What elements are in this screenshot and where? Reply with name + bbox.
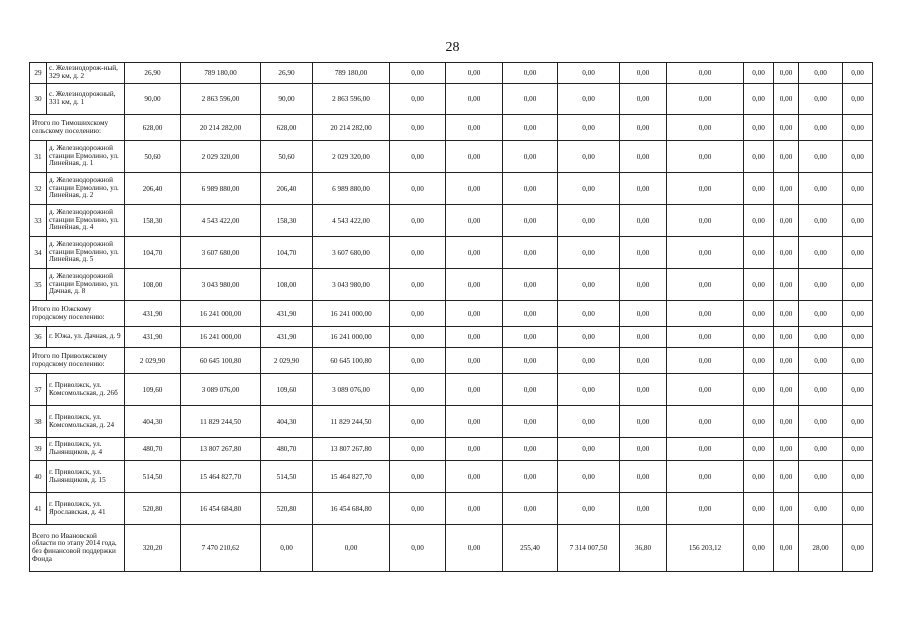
cell-area-6: 0,00 — [799, 63, 843, 84]
cell-area-5: 0,00 — [744, 269, 774, 301]
cell-cost-total: 15 464 827,70 — [181, 461, 261, 493]
table-row-30 — [30, 84, 873, 115]
cell-area-4: 0,00 — [620, 237, 667, 269]
cell-area-3: 0,00 — [503, 84, 558, 115]
cell-cost-4: 0,00 — [667, 269, 744, 301]
cell-area-total: 480,70 — [125, 438, 181, 461]
cell-cost-3: 0,00 — [558, 269, 620, 301]
cell-cost-1: 60 645 100,80 — [313, 348, 390, 374]
cell-cost-1: 2 863 596,00 — [313, 84, 390, 115]
cell-area-3: 0,00 — [503, 374, 558, 406]
cell-area-2: 0,00 — [390, 141, 446, 173]
cell-area-4: 0,00 — [620, 438, 667, 461]
cell-area-4: 0,00 — [620, 141, 667, 173]
cell-area-6: 0,00 — [799, 374, 843, 406]
cell-area-5: 0,00 — [744, 173, 774, 205]
cell-cost-1: 11 829 244,50 — [313, 406, 390, 438]
cell-cost-3: 7 314 007,50 — [558, 525, 620, 572]
cell-area-6: 0,00 — [799, 141, 843, 173]
cell-cost-4: 0,00 — [667, 141, 744, 173]
page-number: 28 — [445, 40, 460, 55]
cell-area-6: 0,00 — [799, 269, 843, 301]
table-row-total-privolzhsk — [30, 348, 873, 374]
cell-cost-6: 0,00 — [843, 173, 873, 205]
cell-area-2: 0,00 — [390, 461, 446, 493]
cell-area-3: 0,00 — [503, 237, 558, 269]
cell-area-3: 255,40 — [503, 525, 558, 572]
cell-cost-5: 0,00 — [774, 237, 799, 269]
cell-cost-1: 3 089 076,00 — [313, 374, 390, 406]
cell-cost-total: 3 089 076,00 — [181, 374, 261, 406]
cell-area-2: 0,00 — [390, 301, 446, 327]
cell-area-6: 0,00 — [799, 461, 843, 493]
cell-cost-4: 0,00 — [667, 461, 744, 493]
cell-area-2: 0,00 — [390, 493, 446, 525]
cell-area-1: 90,00 — [261, 84, 313, 115]
cell-cost-5: 0,00 — [774, 327, 799, 348]
cell-area-total: 26,90 — [125, 63, 181, 84]
cell-area-5: 0,00 — [744, 406, 774, 438]
cell-cost-total: 7 470 210,62 — [181, 525, 261, 572]
cell-cost-4: 0,00 — [667, 237, 744, 269]
cell-area-5: 0,00 — [744, 493, 774, 525]
cell-cost-2: 0,00 — [446, 493, 503, 525]
cell-cost-total: 16 241 000,00 — [181, 327, 261, 348]
cell-area-5: 0,00 — [744, 301, 774, 327]
cell-cost-2: 0,00 — [446, 301, 503, 327]
cell-area-total: 90,00 — [125, 84, 181, 115]
cell-cost-1: 20 214 282,00 — [313, 115, 390, 141]
cell-area-6: 0,00 — [799, 301, 843, 327]
cell-area-5: 0,00 — [744, 461, 774, 493]
cell-area-total: 109,60 — [125, 374, 181, 406]
table-row-31 — [30, 141, 873, 173]
cell-area-2: 0,00 — [390, 374, 446, 406]
row-number: 38 — [30, 406, 47, 438]
cell-area-5: 0,00 — [744, 84, 774, 115]
row-number: 31 — [30, 141, 47, 173]
cell-cost-1: 16 241 000,00 — [313, 327, 390, 348]
cell-cost-3: 0,00 — [558, 205, 620, 237]
cell-cost-total: 16 241 000,00 — [181, 301, 261, 327]
row-address: г. Приволжск, ул. Ярославская, д. 41 — [47, 493, 125, 525]
cell-cost-6: 0,00 — [843, 115, 873, 141]
cell-cost-1: 16 454 684,80 — [313, 493, 390, 525]
cell-area-5: 0,00 — [744, 327, 774, 348]
cell-area-3: 0,00 — [503, 493, 558, 525]
cell-cost-2: 0,00 — [446, 237, 503, 269]
cell-cost-6: 0,00 — [843, 63, 873, 84]
cell-cost-3: 0,00 — [558, 348, 620, 374]
cell-cost-total: 16 454 684,80 — [181, 493, 261, 525]
cell-area-4: 0,00 — [620, 269, 667, 301]
cell-cost-4: 0,00 — [667, 438, 744, 461]
cell-cost-3: 0,00 — [558, 461, 620, 493]
cell-cost-2: 0,00 — [446, 461, 503, 493]
row-address: г. Приволжск, ул. Комсомольская, д. 26б — [47, 374, 125, 406]
cell-cost-6: 0,00 — [843, 374, 873, 406]
cell-area-4: 0,00 — [620, 348, 667, 374]
row-number: 39 — [30, 438, 47, 461]
cell-cost-4: 0,00 — [667, 173, 744, 205]
row-number: 36 — [30, 327, 47, 348]
row-number: 30 — [30, 84, 47, 115]
cell-area-3: 0,00 — [503, 461, 558, 493]
cell-area-6: 28,00 — [799, 525, 843, 572]
cell-area-1: 480,70 — [261, 438, 313, 461]
cell-area-1: 104,70 — [261, 237, 313, 269]
cell-area-4: 0,00 — [620, 205, 667, 237]
cell-cost-4: 0,00 — [667, 84, 744, 115]
cell-cost-1: 15 464 827,70 — [313, 461, 390, 493]
row-address: с. Железнодорожный, 331 км, д. 1 — [47, 84, 125, 115]
cell-cost-3: 0,00 — [558, 327, 620, 348]
cell-area-6: 0,00 — [799, 327, 843, 348]
row-address: с. Железнодорож-ный, 329 км, д. 2 — [47, 63, 125, 84]
cell-cost-total: 13 807 267,80 — [181, 438, 261, 461]
cell-cost-total: 60 645 100,80 — [181, 348, 261, 374]
cell-cost-3: 0,00 — [558, 301, 620, 327]
cell-area-4: 0,00 — [620, 461, 667, 493]
cell-cost-5: 0,00 — [774, 438, 799, 461]
cell-cost-3: 0,00 — [558, 141, 620, 173]
cell-area-6: 0,00 — [799, 205, 843, 237]
report-table — [29, 62, 873, 572]
cell-area-4: 0,00 — [620, 374, 667, 406]
cell-area-1: 206,40 — [261, 173, 313, 205]
cell-area-6: 0,00 — [799, 173, 843, 205]
table-row-total-timoshikha — [30, 115, 873, 141]
cell-cost-total: 3 607 680,00 — [181, 237, 261, 269]
cell-area-6: 0,00 — [799, 348, 843, 374]
cell-area-1: 514,50 — [261, 461, 313, 493]
cell-area-4: 0,00 — [620, 84, 667, 115]
cell-area-total: 520,80 — [125, 493, 181, 525]
cell-area-3: 0,00 — [503, 63, 558, 84]
cell-area-total: 108,00 — [125, 269, 181, 301]
cell-cost-5: 0,00 — [774, 63, 799, 84]
cell-area-total: 104,70 — [125, 237, 181, 269]
row-number: 40 — [30, 461, 47, 493]
cell-cost-4: 156 203,12 — [667, 525, 744, 572]
row-address: г. Южа, ул. Дачная, д. 9 — [47, 327, 125, 348]
cell-cost-2: 0,00 — [446, 115, 503, 141]
cell-area-1: 520,80 — [261, 493, 313, 525]
cell-cost-5: 0,00 — [774, 141, 799, 173]
cell-area-5: 0,00 — [744, 63, 774, 84]
cell-cost-3: 0,00 — [558, 406, 620, 438]
row-number: 32 — [30, 173, 47, 205]
cell-cost-6: 0,00 — [843, 205, 873, 237]
cell-area-4: 0,00 — [620, 63, 667, 84]
cell-area-2: 0,00 — [390, 406, 446, 438]
cell-cost-6: 0,00 — [843, 269, 873, 301]
cell-area-2: 0,00 — [390, 173, 446, 205]
row-address: д. Железнодорожной станции Ермолино, ул. Дачная, д. 8 — [47, 269, 125, 301]
cell-area-3: 0,00 — [503, 269, 558, 301]
cell-cost-4: 0,00 — [667, 301, 744, 327]
cell-area-total: 320,20 — [125, 525, 181, 572]
cell-area-2: 0,00 — [390, 348, 446, 374]
row-address: г. Приволжск, ул. Комсомольская, д. 24 — [47, 406, 125, 438]
cell-area-3: 0,00 — [503, 115, 558, 141]
cell-area-2: 0,00 — [390, 269, 446, 301]
cell-area-4: 36,80 — [620, 525, 667, 572]
cell-cost-5: 0,00 — [774, 461, 799, 493]
cell-area-4: 0,00 — [620, 173, 667, 205]
cell-cost-2: 0,00 — [446, 63, 503, 84]
cell-cost-3: 0,00 — [558, 374, 620, 406]
cell-area-4: 0,00 — [620, 301, 667, 327]
cell-area-1: 431,90 — [261, 327, 313, 348]
cell-cost-5: 0,00 — [774, 493, 799, 525]
cell-area-3: 0,00 — [503, 173, 558, 205]
cell-cost-6: 0,00 — [843, 493, 873, 525]
cell-cost-1: 3 043 980,00 — [313, 269, 390, 301]
row-number: 41 — [30, 493, 47, 525]
cell-area-2: 0,00 — [390, 525, 446, 572]
cell-area-2: 0,00 — [390, 63, 446, 84]
cell-cost-1: 4 543 422,00 — [313, 205, 390, 237]
cell-cost-3: 0,00 — [558, 115, 620, 141]
cell-cost-3: 0,00 — [558, 493, 620, 525]
cell-cost-6: 0,00 — [843, 84, 873, 115]
cell-area-3: 0,00 — [503, 327, 558, 348]
cell-cost-6: 0,00 — [843, 327, 873, 348]
cell-cost-2: 0,00 — [446, 141, 503, 173]
cell-area-total: 514,50 — [125, 461, 181, 493]
cell-cost-5: 0,00 — [774, 173, 799, 205]
cell-area-2: 0,00 — [390, 327, 446, 348]
cell-cost-1: 0,00 — [313, 525, 390, 572]
row-address: д. Железнодорожной станции Ермолино, ул. Линейная, д. 1 — [47, 141, 125, 173]
row-address: г. Приволжск, ул. Льнянщиков, д. 15 — [47, 461, 125, 493]
cell-cost-4: 0,00 — [667, 374, 744, 406]
cell-cost-6: 0,00 — [843, 461, 873, 493]
cell-cost-2: 0,00 — [446, 406, 503, 438]
cell-cost-3: 0,00 — [558, 237, 620, 269]
table-body — [30, 63, 873, 572]
cell-cost-5: 0,00 — [774, 301, 799, 327]
cell-area-3: 0,00 — [503, 205, 558, 237]
cell-cost-6: 0,00 — [843, 301, 873, 327]
cell-cost-3: 0,00 — [558, 438, 620, 461]
cell-cost-5: 0,00 — [774, 406, 799, 438]
cell-area-total: 404,30 — [125, 406, 181, 438]
total-label: Всего по Ивановской области по этапу 2014 года, без финансовой поддержки Фонда — [30, 525, 125, 572]
cell-area-1: 628,00 — [261, 115, 313, 141]
cell-cost-1: 13 807 267,80 — [313, 438, 390, 461]
cell-area-5: 0,00 — [744, 205, 774, 237]
cell-area-total: 2 029,90 — [125, 348, 181, 374]
cell-cost-3: 0,00 — [558, 84, 620, 115]
row-address: д. Железнодорожной станции Ермолино, ул. Линейная, д. 4 — [47, 205, 125, 237]
row-number: 35 — [30, 269, 47, 301]
cell-area-2: 0,00 — [390, 115, 446, 141]
cell-cost-total: 3 043 980,00 — [181, 269, 261, 301]
cell-area-2: 0,00 — [390, 237, 446, 269]
cell-area-total: 50,60 — [125, 141, 181, 173]
cell-area-1: 2 029,90 — [261, 348, 313, 374]
cell-cost-total: 4 543 422,00 — [181, 205, 261, 237]
cell-cost-2: 0,00 — [446, 327, 503, 348]
cell-cost-4: 0,00 — [667, 115, 744, 141]
cell-area-total: 206,40 — [125, 173, 181, 205]
cell-cost-6: 0,00 — [843, 406, 873, 438]
cell-cost-5: 0,00 — [774, 269, 799, 301]
cell-cost-3: 0,00 — [558, 63, 620, 84]
cell-cost-2: 0,00 — [446, 348, 503, 374]
cell-cost-5: 0,00 — [774, 348, 799, 374]
cell-cost-4: 0,00 — [667, 493, 744, 525]
cell-area-1: 108,00 — [261, 269, 313, 301]
table-row-40 — [30, 461, 873, 493]
cell-cost-total: 2 863 596,00 — [181, 84, 261, 115]
cell-area-1: 109,60 — [261, 374, 313, 406]
cell-cost-total: 2 029 320,00 — [181, 141, 261, 173]
cell-cost-2: 0,00 — [446, 438, 503, 461]
cell-cost-4: 0,00 — [667, 327, 744, 348]
cell-area-5: 0,00 — [744, 115, 774, 141]
total-label: Итого по Приволжскому городскому поселению: — [30, 348, 125, 374]
cell-area-6: 0,00 — [799, 237, 843, 269]
cell-cost-6: 0,00 — [843, 438, 873, 461]
cell-area-1: 50,60 — [261, 141, 313, 173]
cell-cost-5: 0,00 — [774, 374, 799, 406]
cell-area-3: 0,00 — [503, 141, 558, 173]
cell-area-2: 0,00 — [390, 84, 446, 115]
cell-cost-6: 0,00 — [843, 237, 873, 269]
cell-cost-total: 20 214 282,00 — [181, 115, 261, 141]
cell-area-4: 0,00 — [620, 406, 667, 438]
cell-cost-5: 0,00 — [774, 84, 799, 115]
cell-cost-1: 3 607 680,00 — [313, 237, 390, 269]
cell-area-total: 431,90 — [125, 301, 181, 327]
cell-area-2: 0,00 — [390, 205, 446, 237]
cell-cost-2: 0,00 — [446, 173, 503, 205]
table-row-35 — [30, 269, 873, 301]
cell-cost-1: 16 241 000,00 — [313, 301, 390, 327]
cell-area-6: 0,00 — [799, 438, 843, 461]
cell-area-6: 0,00 — [799, 406, 843, 438]
cell-area-6: 0,00 — [799, 493, 843, 525]
cell-area-4: 0,00 — [620, 327, 667, 348]
table-row-39 — [30, 438, 873, 461]
row-address: г. Приволжск, ул. Льнянщиков, д. 4 — [47, 438, 125, 461]
row-number: 33 — [30, 205, 47, 237]
row-number: 29 — [30, 63, 47, 84]
cell-area-1: 158,30 — [261, 205, 313, 237]
cell-area-6: 0,00 — [799, 115, 843, 141]
cell-cost-4: 0,00 — [667, 205, 744, 237]
row-number: 34 — [30, 237, 47, 269]
cell-cost-1: 789 180,00 — [313, 63, 390, 84]
cell-area-5: 0,00 — [744, 237, 774, 269]
cell-cost-6: 0,00 — [843, 141, 873, 173]
table-row-total-yuzha — [30, 301, 873, 327]
cell-cost-total: 6 989 880,00 — [181, 173, 261, 205]
cell-area-5: 0,00 — [744, 141, 774, 173]
cell-cost-5: 0,00 — [774, 205, 799, 237]
cell-area-5: 0,00 — [744, 348, 774, 374]
cell-area-3: 0,00 — [503, 301, 558, 327]
table-row-34 — [30, 237, 873, 269]
cell-cost-6: 0,00 — [843, 525, 873, 572]
cell-cost-2: 0,00 — [446, 525, 503, 572]
cell-area-total: 628,00 — [125, 115, 181, 141]
cell-cost-1: 6 989 880,00 — [313, 173, 390, 205]
cell-area-1: 0,00 — [261, 525, 313, 572]
table-row-32 — [30, 173, 873, 205]
cell-area-2: 0,00 — [390, 438, 446, 461]
table-row-36 — [30, 327, 873, 348]
cell-area-5: 0,00 — [744, 525, 774, 572]
cell-area-1: 26,90 — [261, 63, 313, 84]
cell-area-4: 0,00 — [620, 115, 667, 141]
cell-area-3: 0,00 — [503, 438, 558, 461]
row-address: д. Железнодорожной станции Ермолино, ул. Линейная, д. 2 — [47, 173, 125, 205]
cell-area-1: 404,30 — [261, 406, 313, 438]
cell-cost-4: 0,00 — [667, 406, 744, 438]
cell-area-1: 431,90 — [261, 301, 313, 327]
row-address: д. Железнодорожной станции Ермолино, ул. Линейная, д. 5 — [47, 237, 125, 269]
cell-cost-2: 0,00 — [446, 374, 503, 406]
cell-cost-4: 0,00 — [667, 63, 744, 84]
total-label: Итого по Южскому городскому поселению: — [30, 301, 125, 327]
cell-area-6: 0,00 — [799, 84, 843, 115]
cell-cost-2: 0,00 — [446, 269, 503, 301]
cell-area-4: 0,00 — [620, 493, 667, 525]
table-row-41 — [30, 493, 873, 525]
table-row-grand-total — [30, 525, 873, 572]
table-row-33 — [30, 205, 873, 237]
cell-cost-total: 11 829 244,50 — [181, 406, 261, 438]
cell-area-3: 0,00 — [503, 406, 558, 438]
table-row-29 — [30, 63, 873, 84]
cell-cost-6: 0,00 — [843, 348, 873, 374]
row-number: 37 — [30, 374, 47, 406]
cell-cost-total: 789 180,00 — [181, 63, 261, 84]
table-row-37 — [30, 374, 873, 406]
cell-cost-2: 0,00 — [446, 205, 503, 237]
cell-area-3: 0,00 — [503, 348, 558, 374]
table-row-38 — [30, 406, 873, 438]
cell-area-total: 431,90 — [125, 327, 181, 348]
cell-cost-2: 0,00 — [446, 84, 503, 115]
cell-cost-3: 0,00 — [558, 173, 620, 205]
cell-area-5: 0,00 — [744, 438, 774, 461]
cell-area-5: 0,00 — [744, 374, 774, 406]
cell-cost-5: 0,00 — [774, 115, 799, 141]
cell-cost-1: 2 029 320,00 — [313, 141, 390, 173]
cell-cost-5: 0,00 — [774, 525, 799, 572]
total-label: Итого по Тимошихскому сельскому поселению: — [30, 115, 125, 141]
cell-cost-4: 0,00 — [667, 348, 744, 374]
cell-area-total: 158,30 — [125, 205, 181, 237]
